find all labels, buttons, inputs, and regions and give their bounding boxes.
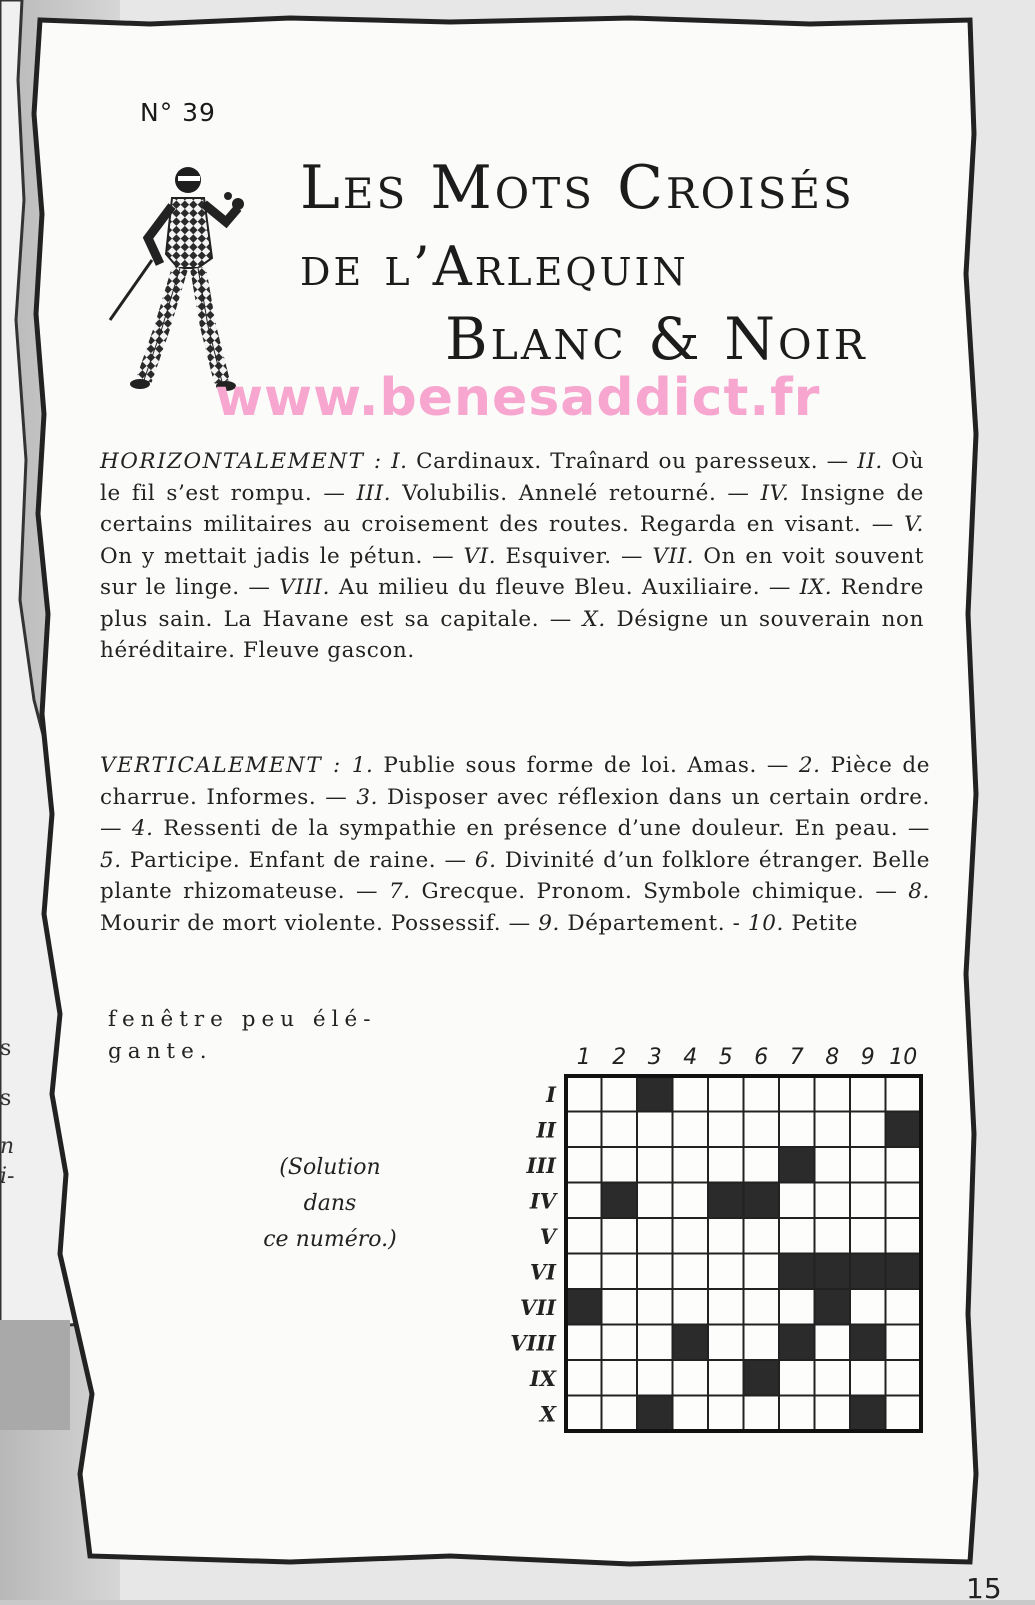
grid-cell xyxy=(850,1360,886,1396)
grid-cell xyxy=(744,1112,780,1148)
grid-cell xyxy=(673,1396,709,1432)
grid-cell xyxy=(815,1183,851,1219)
grid-black-cell xyxy=(850,1254,886,1290)
clue-text: Mourir de mort violente. Possessif. — xyxy=(100,910,531,936)
clue-number: X. xyxy=(582,606,606,632)
grid-cell xyxy=(779,1183,815,1219)
grid-cell xyxy=(815,1076,851,1112)
clue-text: Petite xyxy=(791,910,859,936)
grid-cell xyxy=(815,1360,851,1396)
grid-column-label: 6 xyxy=(754,1045,769,1070)
grid-cell xyxy=(637,1147,673,1183)
grid-cell xyxy=(708,1289,744,1325)
clipped-text: s xyxy=(0,1086,12,1111)
clue-number: I. xyxy=(391,449,408,474)
clue-text: Volubilis. Annelé retourné. — xyxy=(402,480,750,506)
grid-cell xyxy=(637,1360,673,1396)
grid-cell xyxy=(637,1254,673,1290)
clue-number: V. xyxy=(904,512,924,537)
grid-row-label: V xyxy=(539,1223,556,1249)
clue-number: 1. xyxy=(351,753,374,778)
grid-cell xyxy=(886,1396,922,1432)
grid-cell xyxy=(673,1360,709,1396)
grid-black-cell xyxy=(637,1396,673,1432)
grid-cell xyxy=(602,1254,638,1290)
grid-cell xyxy=(815,1218,851,1254)
grid-black-cell xyxy=(779,1147,815,1183)
grid-cell xyxy=(602,1076,638,1112)
grid-cell xyxy=(602,1218,638,1254)
solution-note xyxy=(225,1150,435,1258)
grid-cell xyxy=(602,1360,638,1396)
clue-text: Désigne un souverain non héréditaire. Fleuve gascon. xyxy=(100,606,925,663)
clue-number: IX. xyxy=(799,575,833,600)
grid-black-cell xyxy=(779,1254,815,1290)
clue-heading: VERTICALEMENT : xyxy=(100,753,342,778)
page-number: 15 xyxy=(966,1572,1002,1605)
grid-cell xyxy=(886,1360,922,1396)
grid-cell xyxy=(673,1218,709,1254)
grid-cell xyxy=(744,1396,780,1432)
clue-text: Disposer avec réflexion dans un certain ordre. — xyxy=(100,784,930,841)
grid-row-label: III xyxy=(526,1152,556,1178)
grid-column-label: 7 xyxy=(789,1045,804,1070)
grid-cell xyxy=(602,1289,638,1325)
grid-cell xyxy=(779,1396,815,1432)
grid-column-label: 8 xyxy=(825,1045,840,1070)
grid-cell xyxy=(673,1183,709,1219)
grid-cell xyxy=(744,1218,780,1254)
grid-cell xyxy=(744,1147,780,1183)
grid-cell xyxy=(566,1218,602,1254)
clue-number: 7. xyxy=(388,879,411,904)
grid-cell xyxy=(815,1112,851,1148)
grid-cell xyxy=(708,1218,744,1254)
clue-number: 4. xyxy=(131,816,154,841)
grid-black-cell xyxy=(886,1254,922,1290)
grid-row-label: II xyxy=(536,1117,556,1143)
watermark-text: www.benesaddict.fr xyxy=(215,368,821,428)
grid-cell xyxy=(673,1289,709,1325)
grid-cell xyxy=(886,1218,922,1254)
vertical-clue-continuation: fenêtre peu élé-gante. xyxy=(108,1007,377,1064)
grid-cell xyxy=(602,1325,638,1361)
grid-black-cell xyxy=(850,1396,886,1432)
grid-cell xyxy=(850,1112,886,1148)
grid-cell xyxy=(637,1325,673,1361)
grid-cell xyxy=(850,1218,886,1254)
grid-cell xyxy=(566,1147,602,1183)
grid-cell xyxy=(566,1254,602,1290)
grid-cell xyxy=(744,1289,780,1325)
grid-cell xyxy=(673,1112,709,1148)
grid-column-label: 10 xyxy=(889,1045,918,1070)
solution-note-line: dans xyxy=(303,1191,357,1216)
grid-cell xyxy=(602,1112,638,1148)
grid-column-label: 2 xyxy=(612,1045,627,1070)
grid-black-cell xyxy=(637,1076,673,1112)
grid-cell xyxy=(673,1076,709,1112)
clue-heading: HORIZONTALEMENT : xyxy=(100,449,383,474)
grid-row-label: VI xyxy=(529,1259,556,1285)
grid-cell xyxy=(815,1396,851,1432)
clipped-text: i- xyxy=(0,1164,15,1189)
crossword-grid-svg xyxy=(510,1038,940,1450)
grid-cell xyxy=(637,1289,673,1325)
clue-text: Cardinaux. Traînard ou paresseux. — xyxy=(416,449,849,474)
grid-row-label: X xyxy=(539,1401,556,1427)
clipped-text: s xyxy=(0,1036,12,1061)
grid-cell xyxy=(850,1183,886,1219)
clue-number: 10. xyxy=(747,910,784,936)
clipped-text: n xyxy=(0,1134,15,1159)
grid-cell xyxy=(815,1147,851,1183)
grid-cell xyxy=(744,1325,780,1361)
clue-text: Publie sous forme de loi. Amas. — xyxy=(383,753,789,778)
grid-cell xyxy=(637,1218,673,1254)
grid-black-cell xyxy=(779,1325,815,1361)
solution-note-line: ce numéro.) xyxy=(263,1227,397,1252)
clue-text: Participe. Enfant de raine. — xyxy=(130,847,467,873)
clue-text: Où le fil s’est rompu. — xyxy=(100,449,925,506)
grid-cell xyxy=(886,1076,922,1112)
clue-text: Grecque. Pronom. Symbole chimique. — xyxy=(421,879,898,904)
grid-cell xyxy=(566,1396,602,1432)
clue-number: 3. xyxy=(356,784,379,810)
grid-cell xyxy=(744,1254,780,1290)
grid-cell xyxy=(850,1147,886,1183)
grid-row-label: I xyxy=(546,1081,556,1107)
grid-black-cell xyxy=(673,1325,709,1361)
title-line-1: Les Mots Croisés xyxy=(300,153,855,223)
grid-column-label: 9 xyxy=(860,1045,875,1070)
title-line-2: de l’Arlequin xyxy=(300,235,689,298)
grid-cell xyxy=(566,1076,602,1112)
clue-number: II. xyxy=(857,449,883,474)
grid-cell xyxy=(779,1289,815,1325)
grid-cell xyxy=(886,1289,922,1325)
clue-text: Rendre plus sain. La Havane est sa capitale. — xyxy=(100,575,924,632)
issue-number: N° 39 xyxy=(140,98,216,127)
clue-number: 5. xyxy=(100,847,122,873)
grid-column-label: 1 xyxy=(576,1045,591,1070)
grid-cell xyxy=(744,1076,780,1112)
clue-text: Ressenti de la sympathie en présence d’une douleur. En peau. — xyxy=(163,816,930,841)
clue-number: 9. xyxy=(538,910,560,936)
clue-text: Pièce de charrue. Informes. — xyxy=(100,753,931,810)
grid-cell xyxy=(850,1076,886,1112)
grid-cell xyxy=(708,1112,744,1148)
clue-number: III. xyxy=(356,480,392,506)
grid-black-cell xyxy=(815,1254,851,1290)
vertical-clues xyxy=(100,750,930,939)
grid-cell xyxy=(708,1360,744,1396)
grid-black-cell xyxy=(850,1325,886,1361)
grid-cell xyxy=(673,1147,709,1183)
grid-row-label: IX xyxy=(529,1365,556,1391)
grid-black-cell xyxy=(815,1289,851,1325)
grid-row-label: VII xyxy=(520,1294,556,1320)
grid-cell xyxy=(708,1325,744,1361)
grid-cell xyxy=(886,1147,922,1183)
clue-number: IV. xyxy=(760,480,790,506)
clue-number: VII. xyxy=(652,543,695,569)
grid-cell xyxy=(566,1360,602,1396)
grid-cell xyxy=(673,1254,709,1290)
clue-text: On en voit souvent sur le linge. — xyxy=(100,543,925,600)
clue-number: 2. xyxy=(798,753,821,778)
grid-black-cell xyxy=(708,1183,744,1219)
grid-cell xyxy=(779,1360,815,1396)
grid-cell xyxy=(815,1325,851,1361)
clue-text: Insigne de certains militaires au croisement des routes. Regarda en visant. — xyxy=(100,480,925,537)
clue-text: Esquiver. — xyxy=(505,543,644,569)
grid-cell xyxy=(886,1183,922,1219)
grid-cell xyxy=(850,1289,886,1325)
grid-cell xyxy=(708,1076,744,1112)
grid-cell xyxy=(566,1325,602,1361)
grid-cell xyxy=(566,1112,602,1148)
harlequin-illustration xyxy=(100,158,270,398)
grid-black-cell xyxy=(744,1360,780,1396)
clue-text: Département. - xyxy=(567,910,741,936)
clue-text: Divinité d’un folklore étranger. Belle plante rhizomateuse. — xyxy=(100,847,931,904)
grid-cell xyxy=(708,1254,744,1290)
grid-column-label: 3 xyxy=(647,1045,662,1070)
grid-black-cell xyxy=(566,1289,602,1325)
clue-number: 6. xyxy=(474,847,497,873)
clue-text: On y mettait jadis le pétun. — xyxy=(100,543,455,569)
grid-cell xyxy=(637,1112,673,1148)
grid-column-label: 5 xyxy=(718,1045,733,1070)
clue-text: Au milieu du fleuve Bleu. Auxiliaire. — xyxy=(338,575,791,600)
grid-cell xyxy=(886,1325,922,1361)
grid-cell xyxy=(637,1183,673,1219)
grid-row-label: IV xyxy=(529,1188,556,1214)
horizontal-clues xyxy=(100,446,924,667)
grid-black-cell xyxy=(886,1112,922,1148)
title-line-3: Blanc & Noir xyxy=(445,305,868,373)
grid-black-cell xyxy=(744,1183,780,1219)
grid-cell xyxy=(779,1112,815,1148)
clue-number: 8. xyxy=(908,879,930,904)
grid-cell xyxy=(708,1147,744,1183)
grid-cell xyxy=(602,1147,638,1183)
grid-column-label: 4 xyxy=(683,1045,698,1070)
grid-black-cell xyxy=(602,1183,638,1219)
grid-cell xyxy=(708,1396,744,1432)
grid-cell xyxy=(779,1218,815,1254)
grid-cell xyxy=(779,1076,815,1112)
clue-number: VIII. xyxy=(279,575,331,600)
grid-row-label: VIII xyxy=(510,1330,556,1356)
grid-cell xyxy=(566,1183,602,1219)
solution-note-line: (Solution xyxy=(279,1155,381,1180)
clue-number: VI. xyxy=(463,543,497,569)
grid-cell xyxy=(602,1396,638,1432)
